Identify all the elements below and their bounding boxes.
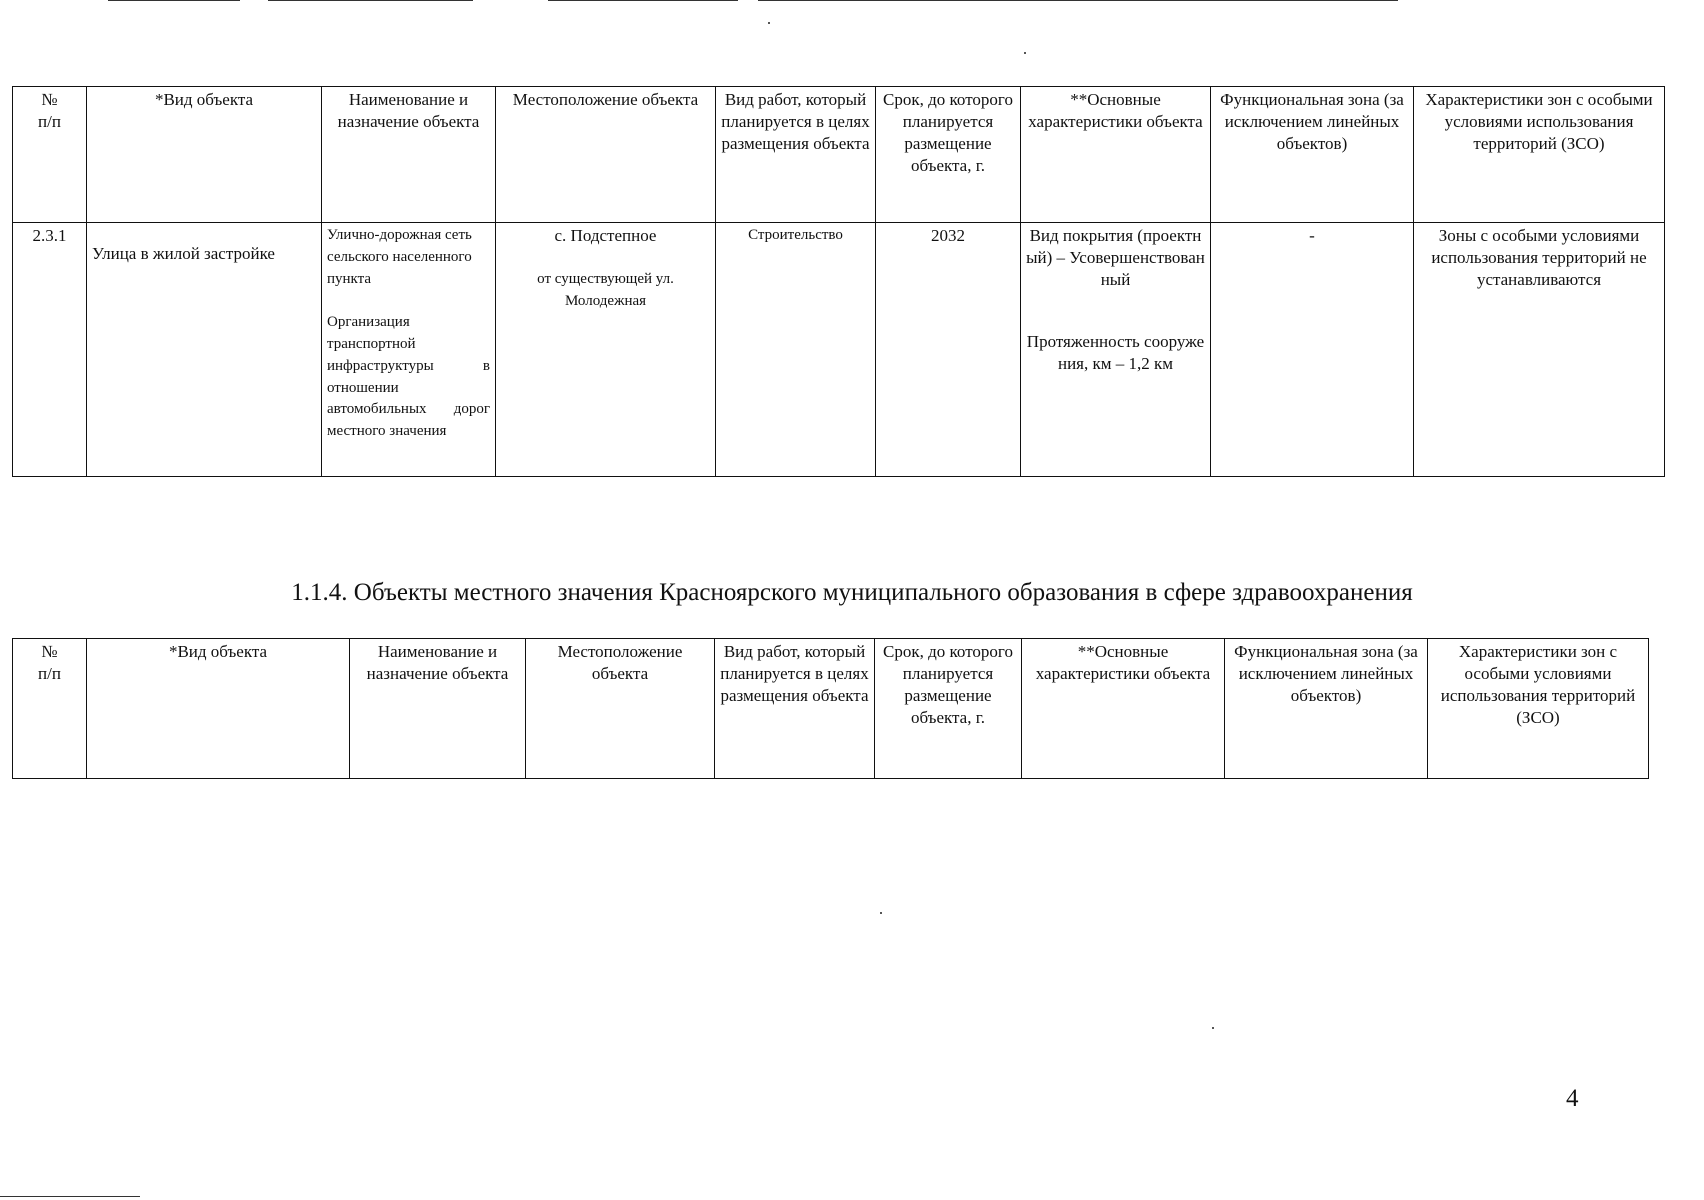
section-title: 1.1.4. Объекты местного значения Красноярского муниципального образования в сфере здравоохранения (291, 579, 1413, 606)
header-num: № п/п (13, 87, 87, 223)
object-name-line1: Улично-дорожная сеть сельского населенного пункта (327, 227, 472, 287)
row-work-type: Строительство (716, 223, 876, 477)
row-object-name (322, 223, 496, 477)
header-term: Срок, до которого планируется размещение объекта, г. (876, 87, 1021, 223)
scan-speck (1024, 52, 1026, 54)
object-type-text: Улица в жилой застройке (92, 244, 275, 263)
row-object-type (87, 223, 322, 477)
location-line1: с. Подстепное (554, 226, 657, 245)
scan-edge-line (268, 0, 473, 1)
header-location: Местоположение объекта (526, 639, 715, 779)
header-object-type: *Вид объекта (87, 639, 350, 779)
scan-speck (1212, 1027, 1214, 1029)
scan-edge-line (0, 1196, 140, 1197)
row-location (496, 223, 716, 477)
location-line2: от существующей ул. Молодежная (537, 271, 674, 309)
row-term: 2032 (876, 223, 1021, 477)
objects-table-transport (12, 86, 1665, 477)
row-characteristics (1021, 223, 1211, 477)
header-characteristics: **Основные характеристики объекта (1021, 87, 1211, 223)
header-object-type: *Вид объекта (87, 87, 322, 223)
table-row (13, 223, 1665, 477)
characteristics-line1: Вид покрытия (проектный) – Усовершенствованный (1026, 226, 1205, 290)
row-zso: Зоны с особыми условиями использования территорий не устанавливаются (1414, 223, 1665, 477)
header-characteristics: **Основные характеристики объекта (1022, 639, 1225, 779)
header-zso: Характеристики зон с особыми условиями использования территорий (ЗСО) (1428, 639, 1649, 779)
row-num: 2.3.1 (13, 223, 87, 477)
header-zso: Характеристики зон с особыми условиями использования территорий (ЗСО) (1414, 87, 1665, 223)
table-header-row (13, 87, 1665, 223)
header-functional-zone: Функциональная зона (за исключением линейных объектов) (1211, 87, 1414, 223)
row-functional-zone: - (1211, 223, 1414, 477)
header-location: Местоположение объекта (496, 87, 716, 223)
scan-edge-line (108, 0, 240, 1)
object-name-line2: Организация транспортной инфраструктуры в отношении автомобильных дорог местного значения (327, 314, 490, 439)
page-number: 4 (1566, 1085, 1579, 1112)
scan-edge-line (758, 0, 1398, 1)
scan-speck (880, 912, 882, 914)
header-work-type: Вид работ, который планируется в целях размещения объекта (715, 639, 875, 779)
header-object-name: Наименование и назначение объекта (322, 87, 496, 223)
header-work-type: Вид работ, который планируется в целях размещения объекта (716, 87, 876, 223)
scan-speck (768, 22, 770, 24)
header-functional-zone: Функциональная зона (за исключением линейных объектов) (1225, 639, 1428, 779)
objects-table-healthcare (12, 638, 1649, 779)
characteristics-line2: Протяженность сооружения, км – 1,2 км (1026, 332, 1205, 374)
table-header-row (13, 639, 1649, 779)
header-num: № п/п (13, 639, 87, 779)
scan-edge-line (548, 0, 738, 1)
header-term: Срок, до которого планируется размещение объекта, г. (875, 639, 1022, 779)
header-object-name: Наименование и назначение объекта (350, 639, 526, 779)
